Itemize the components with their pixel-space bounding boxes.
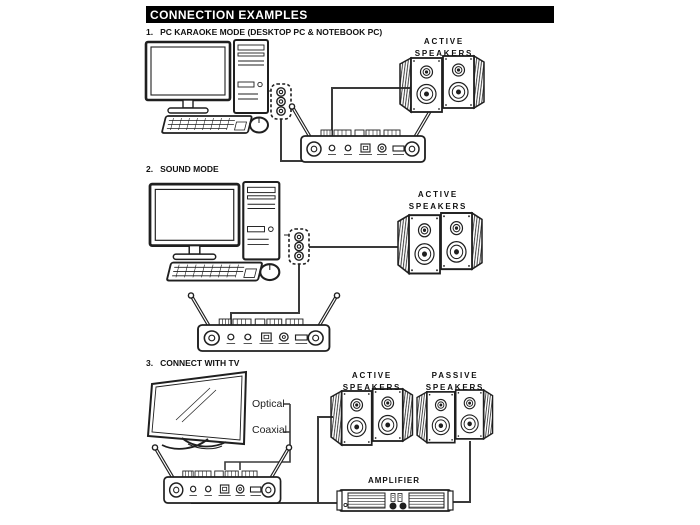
karaoke-receiver-illustration (301, 130, 425, 162)
section-number: 2. (146, 164, 154, 174)
passive-speakers-illustration (417, 390, 493, 443)
section-number: 1. (146, 27, 154, 37)
active-speakers-label: ACTIVE SPEAKERS (414, 37, 474, 59)
coaxial-label: Coaxial (252, 424, 288, 436)
section-title: SOUND MODE (160, 164, 219, 174)
karaoke-receiver-illustration (164, 471, 281, 503)
section-3-heading (146, 358, 239, 368)
active-speakers-label: ACTIVE SPEAKERS (342, 371, 402, 393)
passive-speakers-label: PASSIVE SPEAKERS (425, 371, 485, 393)
amplifier-illustration (337, 490, 453, 511)
pc-audio-jacks-illustration (289, 229, 309, 264)
amplifier-label: AMPLIFIER (367, 476, 421, 485)
karaoke-receiver-illustration (198, 319, 329, 351)
title-bar (146, 6, 554, 23)
section-title: PC KARAOKE MODE (DESKTOP PC & NOTEBOOK PC) (160, 27, 383, 37)
pc-audio-jacks-illustration (271, 84, 291, 119)
active-speakers-label: ACTIVE SPEAKERS (408, 190, 468, 212)
section-title: CONNECT WITH TV (160, 358, 240, 368)
desktop-pc-illustration (146, 40, 268, 133)
section-2-heading (146, 164, 219, 174)
active-speakers-illustration (331, 389, 412, 445)
tv-illustration (148, 372, 246, 449)
desktop-pc-illustration (150, 182, 279, 281)
active-speakers-illustration (400, 56, 484, 112)
section-1-heading (146, 27, 382, 37)
section-number: 3. (146, 358, 154, 368)
optical-label: Optical (252, 398, 285, 410)
page-title: CONNECTION EXAMPLES (150, 7, 308, 22)
active-speakers-illustration (398, 213, 482, 273)
